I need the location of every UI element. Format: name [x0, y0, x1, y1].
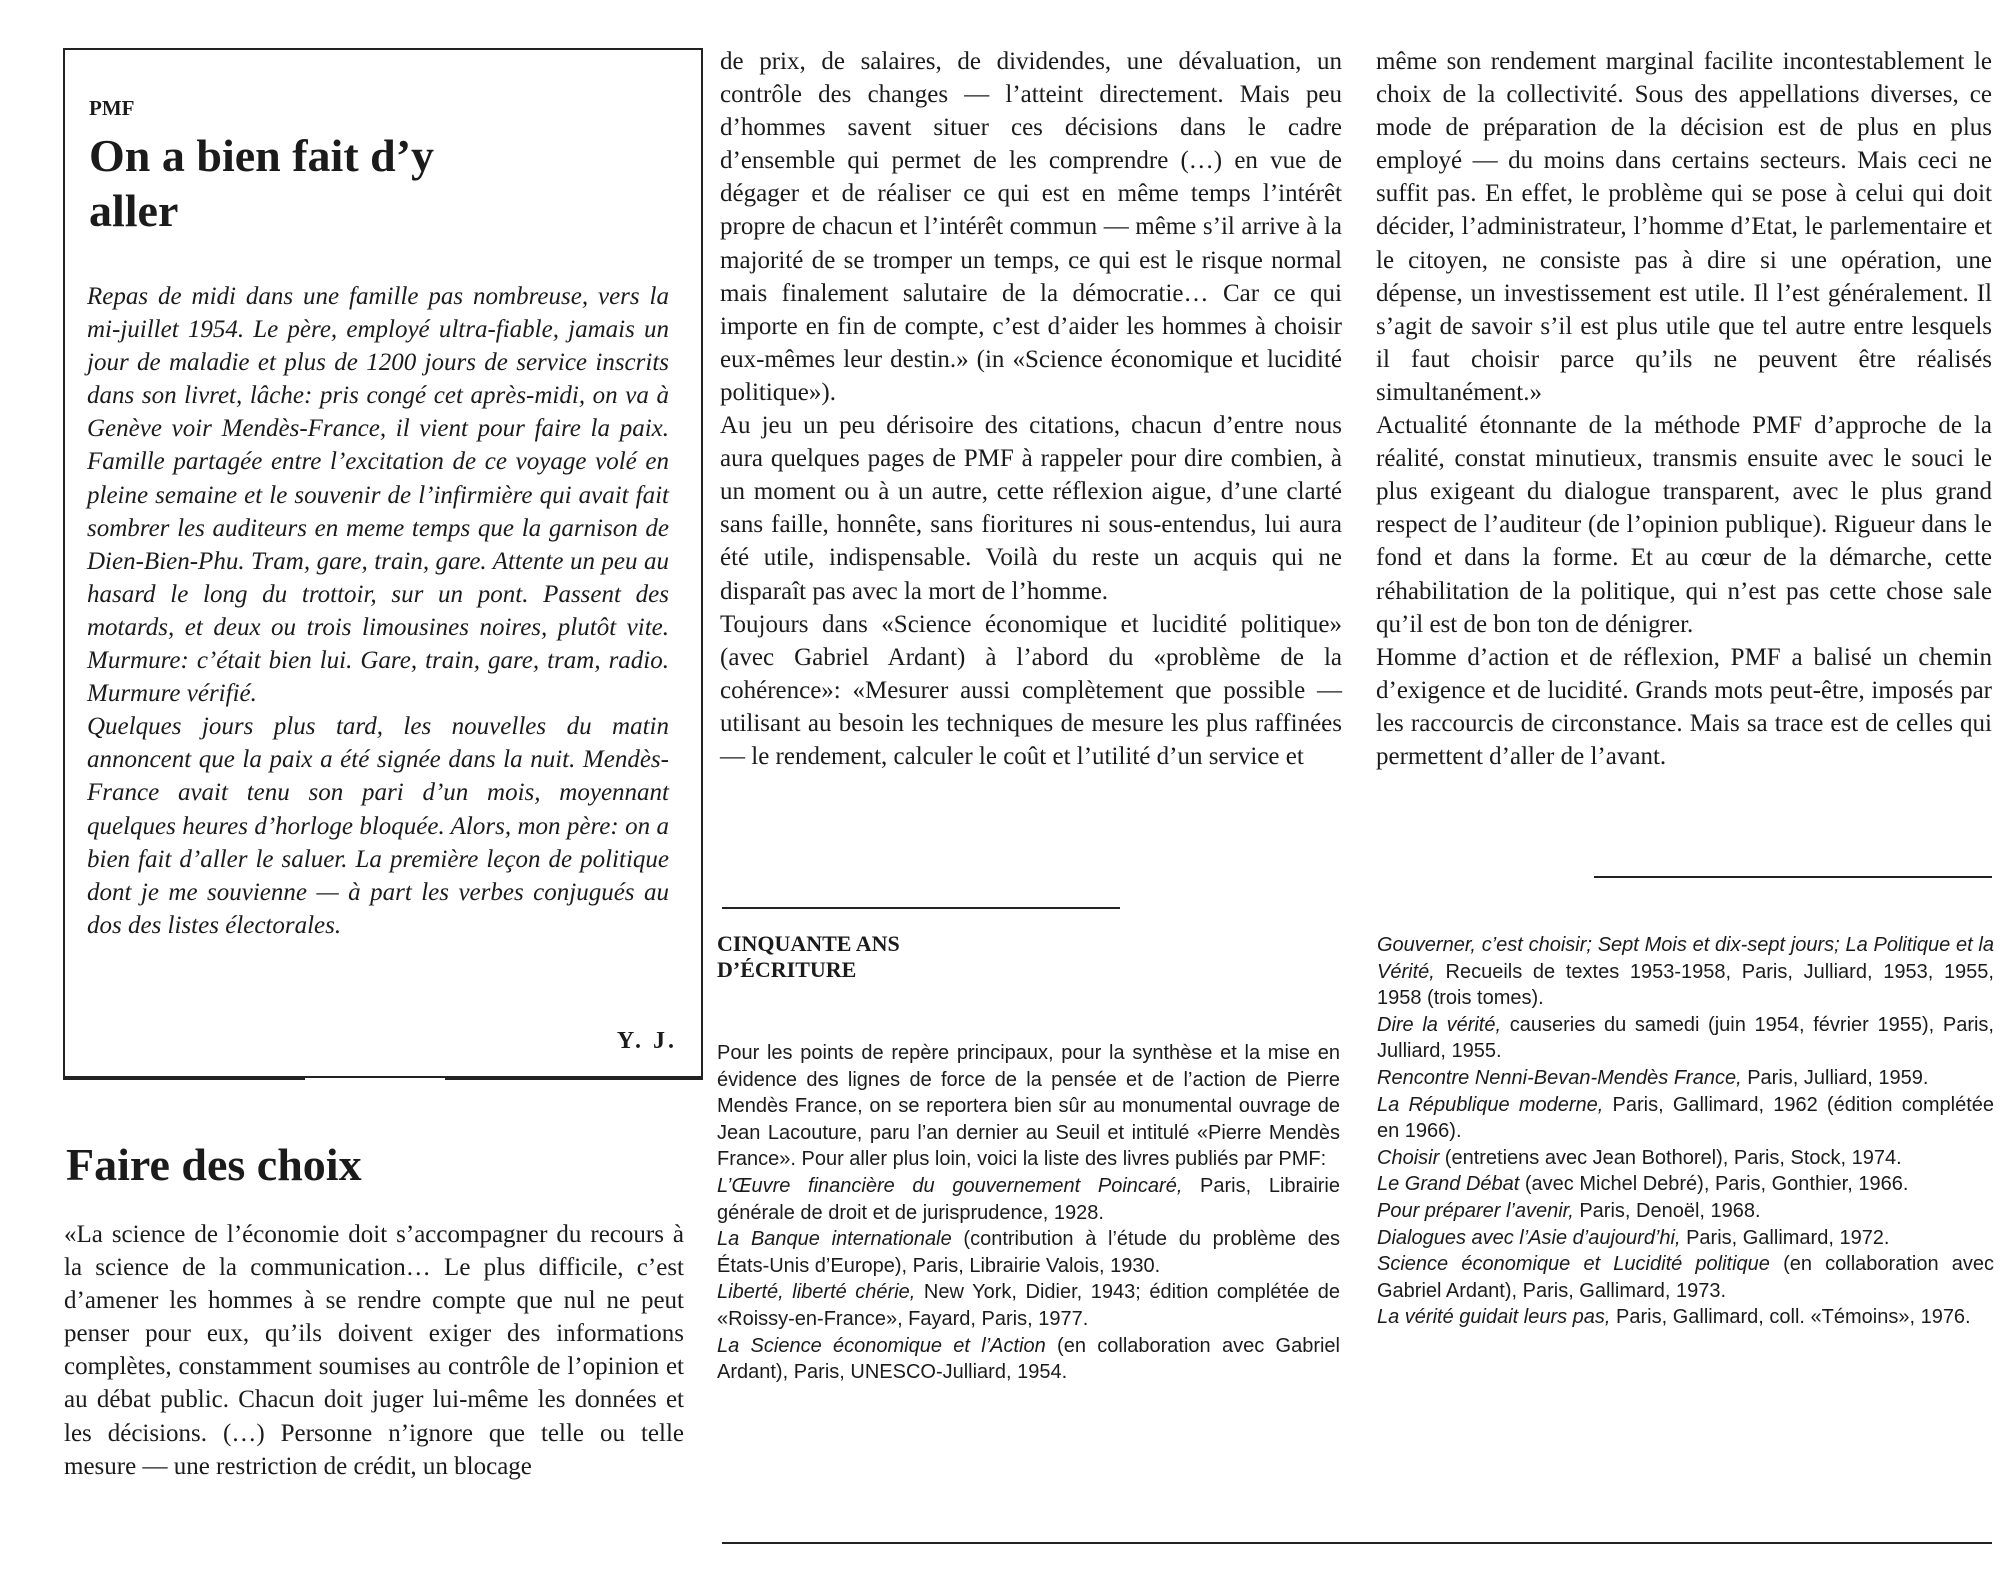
books-heading-line: CINQUANTE ANS: [717, 931, 900, 956]
book-title: La vérité guidait leurs pas,: [1377, 1306, 1611, 1329]
sidebar-paragraph: Quelques jours plus tard, les nouvelles du matin annoncent que la paix a été signée dans la nuit. Mendès-France avait tenu son pari d’un mois, moyennant quelques heures d’horloge bloquée. Alors, mon père: on a bien fait d’aller le saluer. La première leçon de politique dont je me souvienne — à part les verbes conjugués au dos des listes électorales.: [87, 713, 669, 939]
book-title: Dialogues avec l’Asie d’aujourd’hi,: [1377, 1226, 1681, 1249]
book-entry: [1377, 1225, 1994, 1252]
book-entry: [1377, 1092, 1994, 1145]
book-title: Choisir: [1377, 1146, 1440, 1169]
books-intro: Pour les points de repère principaux, pour la synthèse et la mise en évidence des lignes de force de la pensée et de l’action de Pierre Mendès France, on se reportera bien sûr au monumental ouvrage de Jean Lacouture, paru l’an dernier au Seuil et intitulé «Pierre Mendès France». Pour aller plus loin, voici la liste des livres publiés par PMF:: [717, 1042, 1340, 1171]
sidebar-box: [63, 48, 703, 1078]
book-entry: [1377, 1145, 1994, 1172]
divider: [63, 1078, 305, 1080]
divider: [1594, 876, 1992, 878]
article-column-3: [1376, 45, 1992, 773]
book-details: Paris, Gallimard, coll. «Témoins», 1976.: [1610, 1306, 1971, 1329]
article-paragraph: Au jeu un peu dérisoire des citations, chacun d’entre nous aura quelques pages de PMF à rappeler pour dire combien, à un moment ou à un autre, cette réflexion aigue, d’une clarté sans faille, honnête, sans fioritures ni sous-entendus, lui aura été utile, indispensable. Voilà du reste un acquis qui ne disparaît pas avec la mort de l’homme.: [720, 412, 1342, 605]
book-entry: [1377, 1171, 1994, 1198]
book-title: Pour préparer l’avenir,: [1377, 1199, 1574, 1222]
book-entry: [1377, 1065, 1994, 1092]
divider: [722, 907, 1120, 909]
book-title: La Banque internationale: [717, 1228, 952, 1251]
book-details: Paris, Librairie générale de droit et de jurisprudence, 1928.: [717, 1174, 1340, 1224]
book-details: (entretiens avec Jean Bothorel), Paris, Stock, 1974.: [1439, 1146, 1902, 1169]
sidebar-title: On a bien fait d’y aller: [89, 130, 435, 236]
book-title: La République moderne,: [1377, 1093, 1604, 1116]
book-entry: [1377, 932, 1994, 1012]
books-right-column: [1377, 932, 1994, 1331]
article-column-2: [720, 45, 1342, 773]
article-paragraph: même son rendement marginal facilite incontestablement le choix de la collectivité. Sous des appellations diverses, ce mode de préparation de la décision est de plus en plus employé — du moins dans certains secteurs. Mais ceci ne suffit pas. En effet, le problème qui se pose à celui qui doit décider, l’administrateur, l’homme d’Etat, le parlementaire et le citoyen, ne consiste pas à dire si une opération, une dépense, un investissement est utile. Il l’est généralement. Il s’agit de savoir s’il est plus utile que tel autre entre lesquels il faut choisir parce qu’ils ne peuvent être réalisés simultanément.»: [1376, 48, 1992, 406]
book-title: La Science économique et l’Action: [717, 1334, 1046, 1357]
article-paragraph: Actualité étonnante de la méthode PMF d’approche de la réalité, constat minutieux, transmis ensuite avec le souci le plus exigeant du dialogue transparent, avec le plus grand respect de l’auditeur (de l’opinion publique). Rigueur dans le fond et dans la forme. Et au cœur de la démarche, cette réhabilitation de la politique, qui n’est pas cette chose sale qu’il est de bon ton de dénigrer.: [1376, 412, 1992, 638]
book-title: L’Œuvre financière du gouvernement Poincaré,: [717, 1174, 1183, 1197]
book-details: (en collaboration avec Gabriel Ardant), Paris, Gallimard, 1973.: [1377, 1253, 1994, 1302]
books-left-column: [717, 1040, 1340, 1386]
article-title: Faire des choix: [66, 1139, 362, 1190]
books-heading: [717, 931, 900, 983]
sidebar-kicker: PMF: [89, 96, 135, 120]
book-details: causeries du samedi (juin 1954, février 1955), Paris, Julliard, 1955.: [1377, 1013, 1994, 1063]
books-heading-line: D’ÉCRITURE: [717, 957, 857, 982]
sidebar-signature: Y. J.: [616, 1028, 677, 1054]
divider: [722, 1542, 1992, 1544]
book-entry: [1377, 1251, 1994, 1304]
article-paragraph: Toujours dans «Science économique et lucidité politique» (avec Gabriel Ardant) à l’abord du «problème de la cohérence»: «Mesurer aussi complètement que possible — utilisant au besoin les techniques de mesure les plus raffinées — le rendement, calculer le coût et l’utilité d’un service et: [720, 610, 1342, 770]
book-details: Paris, Gallimard, 1962 (édition complétée en 1966).: [1377, 1093, 1994, 1143]
book-details: Recueils de textes 1953-1958, Paris, Julliard, 1953, 1955, 1958 (trois tomes).: [1377, 960, 1994, 1010]
book-details: New York, Didier, 1943; édition complétée de «Roissy-en-France», Fayard, Paris, 1977.: [717, 1281, 1340, 1330]
article-paragraph: Homme d’action et de réflexion, PMF a balisé un chemin d’exigence et de lucidité. Grands mots peut-être, imposés par les raccourcis de circonstance. Mais sa trace est de celles qui permettent d’aller de l’avant.: [1376, 643, 1992, 770]
book-details: Paris, Julliard, 1959.: [1741, 1066, 1929, 1089]
book-entry: [1377, 1198, 1994, 1225]
divider: [445, 1078, 703, 1080]
article-column-1: [64, 1218, 684, 1483]
sidebar-story: [87, 280, 669, 942]
book-entry: [1377, 1012, 1994, 1065]
book-title: Dire la vérité,: [1377, 1013, 1502, 1036]
book-details: (avec Michel Debré), Paris, Gonthier, 1966.: [1519, 1173, 1909, 1196]
book-entry: [717, 1333, 1340, 1386]
book-title: Science économique et Lucidité politique: [1377, 1253, 1770, 1276]
book-title: Le Grand Débat: [1377, 1173, 1520, 1196]
book-title: Liberté, liberté chérie,: [717, 1281, 916, 1304]
book-entry: [1377, 1304, 1994, 1331]
book-title: Rencontre Nenni-Bevan-Mendès France,: [1377, 1066, 1742, 1089]
sidebar-paragraph: Repas de midi dans une famille pas nombreuse, vers la mi-juillet 1954. Le père, employé ultra-fiable, jamais un jour de maladie et plus de 1200 jours de service inscrits dans son livret, lâche: pris congé cet après-midi, on va à Genève voir Mendès-France, il vient pour faire la paix. Famille partagée entre l’excitation de ce voyage volé en pleine semaine et le souvenir de l’infirmière qui avait fait sombrer les auditeurs en meme temps que la garnison de Dien-Bien-Phu. Tram, gare, train, gare. Attente un peu au hasard le long du trottoir, sur un pont. Passent des motards, et deux ou trois limousines noires, plutôt vite. Murmure: c’était bien lui. Gare, train, gare, tram, radio. Murmure vérifié.: [87, 283, 669, 708]
book-entry: [717, 1279, 1340, 1332]
article-paragraph: «La science de l’économie doit s’accompagner du recours à la science de la communication… Le plus difficile, c’est d’amener les hommes à se rendre compte que nul ne peut penser pour eux, qu’ils doivent exiger des informations complètes, constamment soumises au contrôle de l’opinion et au débat public. Chacun doit juger lui-même les données et les décisions. (…) Personne n’ignore que telle ou telle mesure — une restriction de crédit, un blocage: [64, 1221, 684, 1480]
book-entry: [717, 1173, 1340, 1226]
book-details: (contribution à l’étude du problème des États-Unis d’Europe), Paris, Librairie Valois, 1930.: [717, 1228, 1340, 1277]
book-details: (en collaboration avec Gabriel Ardant), Paris, UNESCO-Julliard, 1954.: [717, 1334, 1340, 1384]
book-details: Paris, Denoël, 1968.: [1573, 1199, 1761, 1222]
book-title: Gouverner, c’est choisir; Sept Mois et dix-sept jours; La Politique et la Vérité,: [1377, 934, 1994, 983]
book-entry: [717, 1226, 1340, 1279]
article-paragraph: de prix, de salaires, de dividendes, une dévaluation, un contrôle des changes — l’atteint directement. Mais peu d’hommes savent situer ces décisions dans le cadre d’ensemble qui permet de les comprendre (…) en vue de dégager et de réaliser ce qui est en même temps l’intérêt propre de chacun et l’intérêt commun — même s’il arrive à la majorité de se tromper un temps, ce qui est le risque normal mais finalement salutaire de la démocratie… Car ce qui importe en fin de compte, c’est d’aider les hommes à choisir eux-mêmes leur destin.» (in «Science économique et lucidité politique»).: [720, 48, 1342, 406]
book-details: Paris, Gallimard, 1972.: [1680, 1226, 1890, 1249]
